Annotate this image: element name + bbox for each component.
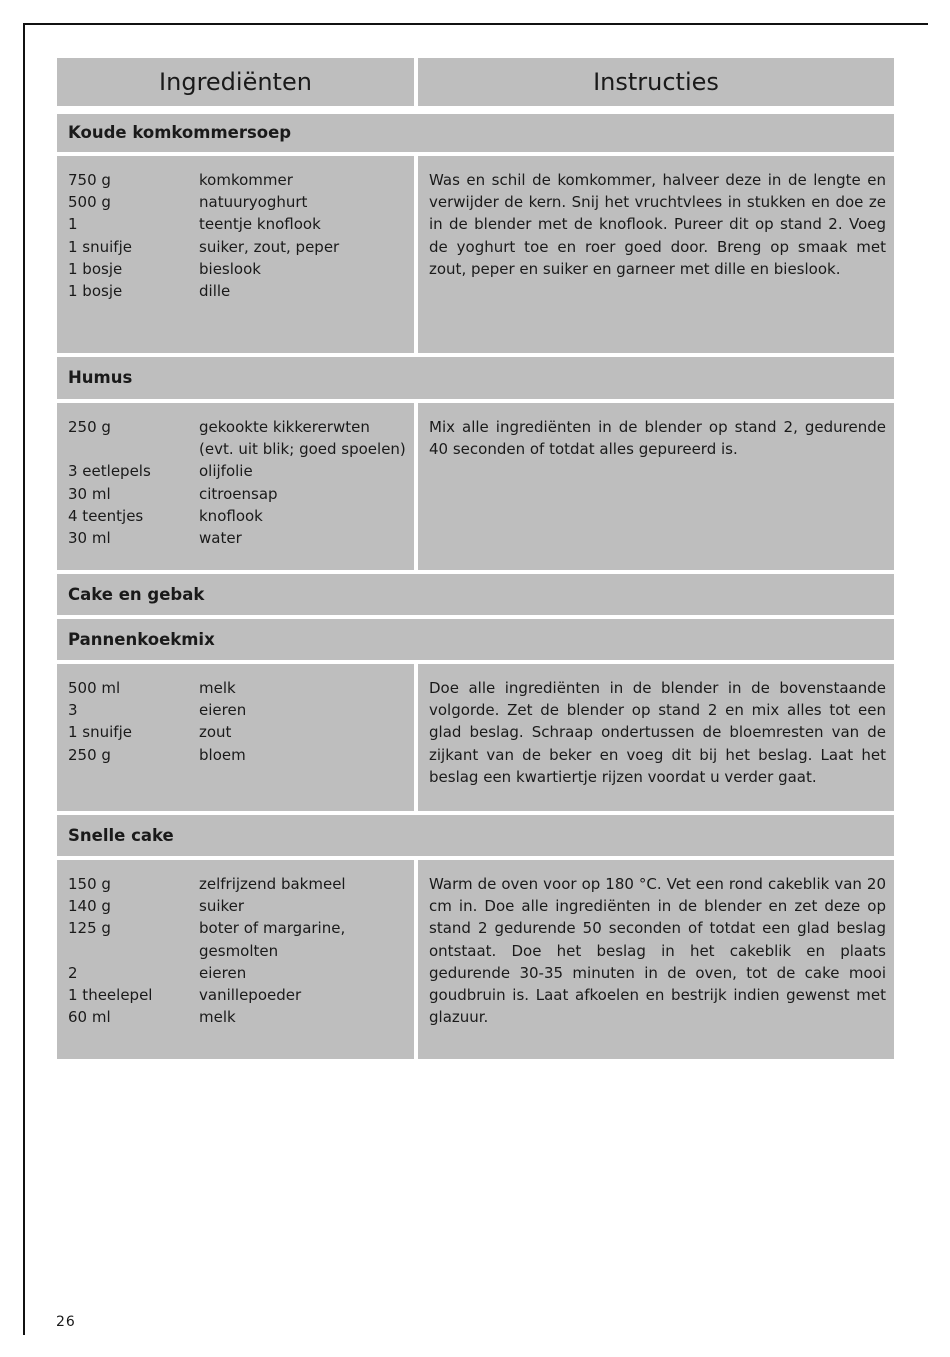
ingredients-cell — [57, 403, 414, 570]
ingredient-name: gekookte kikkererwten (evt. uit blik; goed spoelen) — [199, 418, 406, 459]
ingredient-name: suiker — [199, 897, 245, 916]
ingredients-cell — [57, 860, 414, 1059]
recipe-body-row — [57, 664, 894, 811]
ingredient-name: natuuryoghurt — [199, 193, 308, 212]
ingredient-list — [57, 403, 414, 549]
ingredient-name: suiker, zout, peper — [199, 237, 340, 256]
ingredient-item — [68, 213, 414, 235]
ingredient-name: dille — [199, 282, 231, 301]
ingredient-name: teentje knoflook — [199, 215, 321, 234]
ingredient-quantity: 3 — [68, 701, 78, 720]
ingredient-quantity: 125 g — [68, 919, 111, 938]
recipe-title-row — [57, 357, 894, 399]
ingredient-item — [68, 280, 414, 302]
ingredient-quantity: 250 g — [68, 745, 111, 764]
ingredient-quantity: 1 — [68, 215, 78, 234]
page-number: 26 — [56, 1314, 76, 1330]
table-header — [57, 58, 894, 106]
ingredient-quantity: 1 theelepel — [68, 986, 153, 1005]
ingredient-quantity: 2 — [68, 963, 78, 982]
ingredient-quantity: 30 ml — [68, 484, 111, 503]
ingredient-item — [68, 460, 414, 482]
instructions-text: Warm de oven voor op 180 °C. Vet een rond cakeblik van 20 cm in. Doe alle ingrediënten in de blender en zet deze op stand 2 gedurende 50 seconden of totdat een glad beslag ontstaat. Doe het beslag in het cakeblik en plaats gedurende 30-35 minuten in de oven, tot de cake mooi goudbruin is. Laat afkoelen en bestrijk indien gewenst met glazuur. — [429, 875, 886, 1027]
recipe-title: Snelle cake — [68, 826, 174, 845]
ingredient-quantity: 60 ml — [68, 1008, 111, 1027]
instructions-cell — [418, 403, 894, 570]
recipe-title-row — [57, 114, 894, 152]
instructions-cell — [418, 664, 894, 811]
ingredient-name: eieren — [199, 963, 247, 982]
category-title: Cake en gebak — [68, 585, 205, 604]
ingredient-quantity: 1 snuifje — [68, 237, 132, 256]
ingredient-item — [68, 505, 414, 527]
ingredient-name: vanillepoeder — [199, 986, 302, 1005]
ingredient-list — [57, 156, 414, 302]
ingredient-quantity: 140 g — [68, 897, 111, 916]
ingredient-quantity: 3 eetlepels — [68, 462, 151, 481]
ingredients-cell — [57, 156, 414, 353]
recipe-title-row — [57, 815, 894, 856]
page-frame-left — [23, 23, 25, 1335]
recipe-body-row — [57, 860, 894, 1059]
instructions-text: Was en schil de komkommer, halveer deze in de lengte en verwijder de kern. Snij het vruchtvlees in stukken en doe ze in de blender met de knoflook. Pureer dit op stand 2. Voeg de yoghurt toe en roer goed door. Breng op smaak met zout, peper en suiker en garneer met dille en bieslook. — [429, 171, 886, 278]
ingredients-header-cell — [57, 58, 414, 106]
ingredient-quantity: 1 bosje — [68, 259, 123, 278]
ingredient-name: komkommer — [199, 171, 293, 189]
instructions-cell — [418, 156, 894, 353]
ingredient-quantity: 1 bosje — [68, 282, 123, 301]
ingredient-item — [68, 191, 414, 213]
recipe-body-row — [57, 403, 894, 570]
ingredient-quantity: 250 g — [68, 418, 111, 436]
ingredient-item — [68, 895, 414, 917]
ingredient-name: knoflook — [199, 506, 263, 525]
ingredient-quantity: 500 ml — [68, 679, 121, 697]
instructions-heading: Instructies — [593, 68, 719, 96]
ingredient-item — [68, 677, 414, 699]
ingredient-item — [68, 416, 414, 460]
recipe-title-row — [57, 619, 894, 660]
ingredient-item — [68, 258, 414, 280]
ingredient-name: zelfrijzend bakmeel — [199, 875, 346, 893]
ingredient-item — [68, 699, 414, 721]
recipe-title: Pannenkoekmix — [68, 630, 215, 649]
ingredient-quantity: 750 g — [68, 171, 111, 189]
ingredient-name: melk — [199, 1008, 236, 1027]
ingredient-quantity: 500 g — [68, 193, 111, 212]
ingredient-item — [68, 527, 414, 549]
ingredient-quantity: 1 snuifje — [68, 723, 132, 742]
ingredient-name: bieslook — [199, 259, 261, 278]
ingredient-name: olijfolie — [199, 462, 253, 481]
ingredients-cell — [57, 664, 414, 811]
recipe-title: Koude komkommersoep — [68, 123, 292, 142]
ingredient-name: zout — [199, 723, 232, 742]
instructions-text: Mix alle ingrediënten in de blender op stand 2, gedurende 40 seconden of totdat alles gepureerd is. — [429, 418, 886, 459]
ingredient-quantity: 150 g — [68, 875, 111, 893]
ingredient-name: boter of margarine, gesmolten — [199, 919, 346, 960]
ingredients-heading: Ingrediënten — [159, 68, 312, 96]
ingredient-quantity: 30 ml — [68, 529, 111, 548]
ingredient-name: water — [199, 529, 242, 548]
ingredient-item — [68, 917, 414, 961]
ingredient-item — [68, 236, 414, 258]
recipe-body-row — [57, 156, 894, 353]
page-frame-top — [23, 23, 928, 25]
ingredient-item — [68, 873, 414, 895]
ingredient-item — [68, 1006, 414, 1028]
ingredient-quantity: 4 teentjes — [68, 506, 144, 525]
instructions-cell — [418, 860, 894, 1059]
ingredient-item — [68, 962, 414, 984]
instructions-header-cell — [418, 58, 894, 106]
ingredient-item — [68, 744, 414, 766]
category-title-row — [57, 574, 894, 615]
ingredient-item — [68, 721, 414, 743]
recipe-title: Humus — [68, 368, 133, 387]
ingredient-list — [57, 860, 414, 1028]
ingredient-name: eieren — [199, 701, 247, 720]
instructions-text: Doe alle ingrediënten in de blender in de bovenstaande volgorde. Zet de blender op stand 2 en mix alles tot een glad beslag. Schraap ondertussen de bloemresten van de zijkant van de beker en voeg dit bij het beslag. Laat het beslag een kwartiertje rijzen voordat u verder gaat. — [429, 679, 886, 786]
ingredient-name: citroensap — [199, 484, 278, 503]
ingredient-name: melk — [199, 679, 236, 697]
ingredient-name: bloem — [199, 745, 246, 764]
ingredient-list — [57, 664, 414, 766]
ingredient-item — [68, 169, 414, 191]
ingredient-item — [68, 984, 414, 1006]
ingredient-item — [68, 483, 414, 505]
